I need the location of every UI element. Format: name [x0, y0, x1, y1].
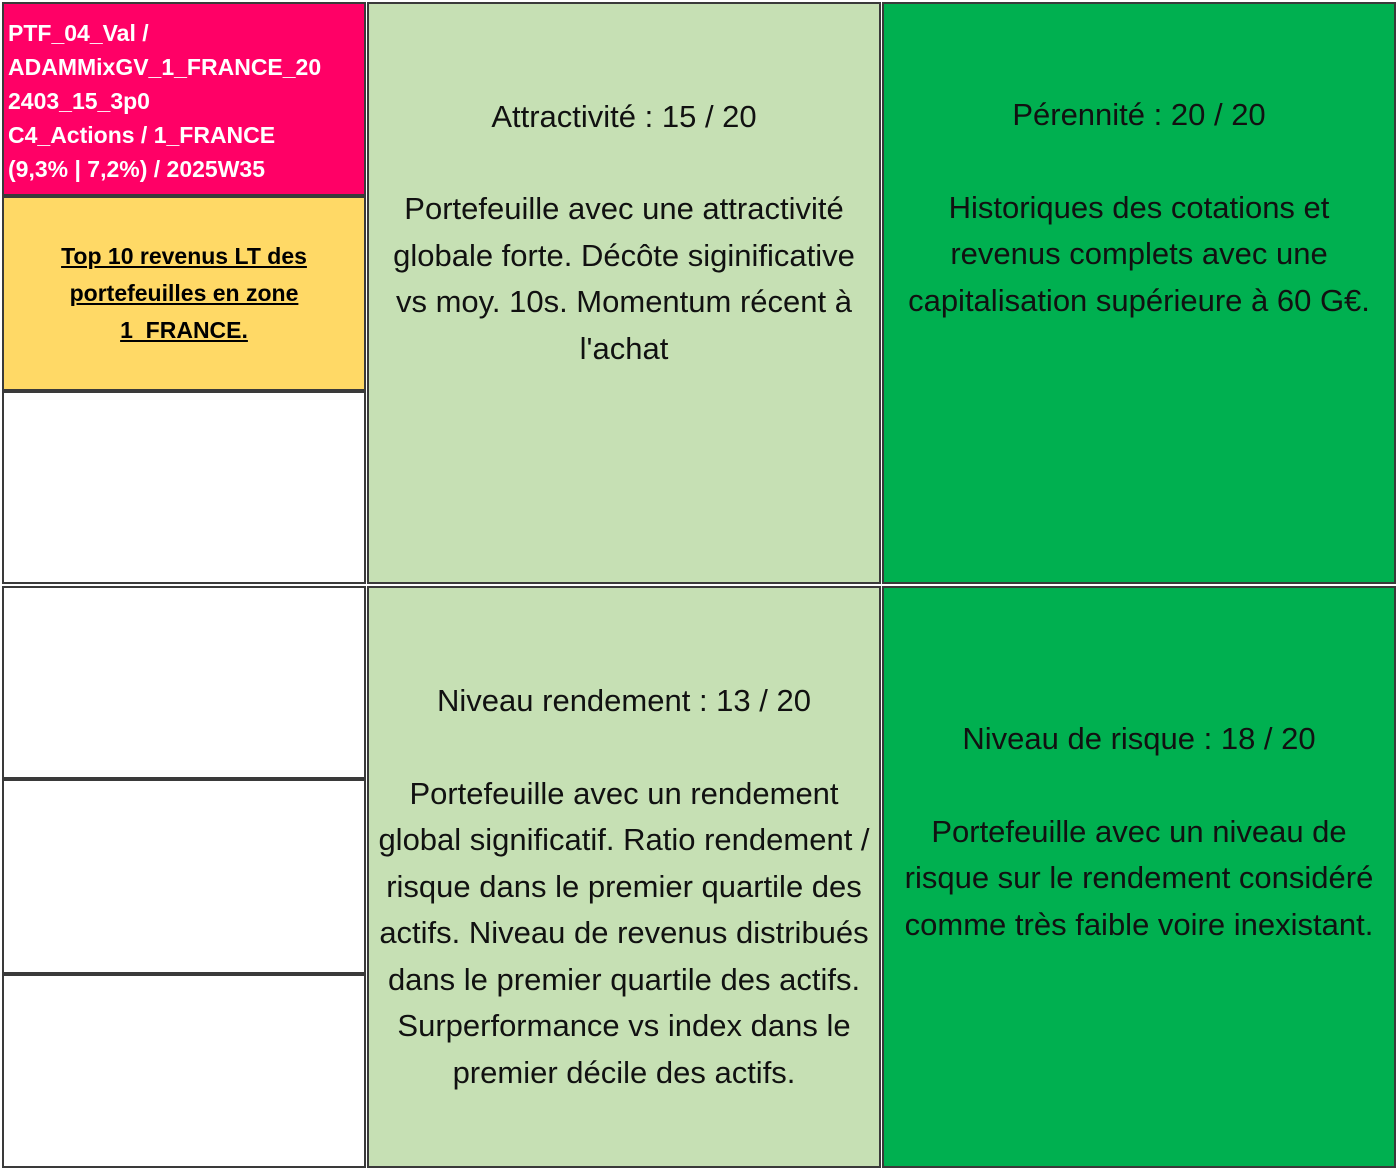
header-line-3: 2403_15_3p0	[8, 88, 150, 114]
perennite-panel	[882, 2, 1396, 584]
risque-body: Portefeuille avec un niveau de risque sur le rendement considéré comme très faible voire inexistant.	[904, 813, 1374, 942]
header-line-2: ADAMMixGV_1_FRANCE_20	[8, 54, 322, 80]
portfolio-header	[2, 2, 366, 196]
attractivite-panel	[367, 2, 881, 584]
empty-cell	[2, 391, 366, 584]
empty-cell	[2, 974, 366, 1168]
rendement-panel	[367, 586, 881, 1168]
attractivite-body: Portefeuille avec une attractivité globale forte. Décôte siginificative vs moy. 10s. Momentum récent à l'achat	[393, 191, 855, 366]
rendement-body: Portefeuille avec un rendement global significatif. Ratio rendement / risque dans le premier quartile des actifs. Niveau de revenus distribués dans le premier quartile des actifs. Surperformance vs index dans le premier décile des actifs.	[378, 775, 870, 1090]
header-line-1: PTF_04_Val /	[8, 20, 149, 46]
risque-title: Niveau de risque : 18 / 20	[962, 721, 1316, 756]
top10-label: Top 10 revenus LT des portefeuilles en zone 1_FRANCE.	[61, 243, 307, 343]
top10-cell	[2, 196, 366, 391]
empty-cell	[2, 586, 366, 779]
rendement-title: Niveau rendement : 13 / 20	[437, 683, 811, 718]
empty-cell	[2, 779, 366, 974]
header-line-5: (9,3% | 7,2%) / 2025W35	[8, 156, 266, 182]
risque-panel	[882, 586, 1396, 1168]
attractivite-title: Attractivité : 15 / 20	[491, 98, 757, 134]
header-line-4: C4_Actions / 1_FRANCE	[8, 122, 276, 148]
perennite-body: Historiques des cotations et revenus complets avec une capitalisation supérieure à 60 G€.	[908, 189, 1370, 318]
perennite-title: Pérennité : 20 / 20	[1012, 97, 1266, 132]
